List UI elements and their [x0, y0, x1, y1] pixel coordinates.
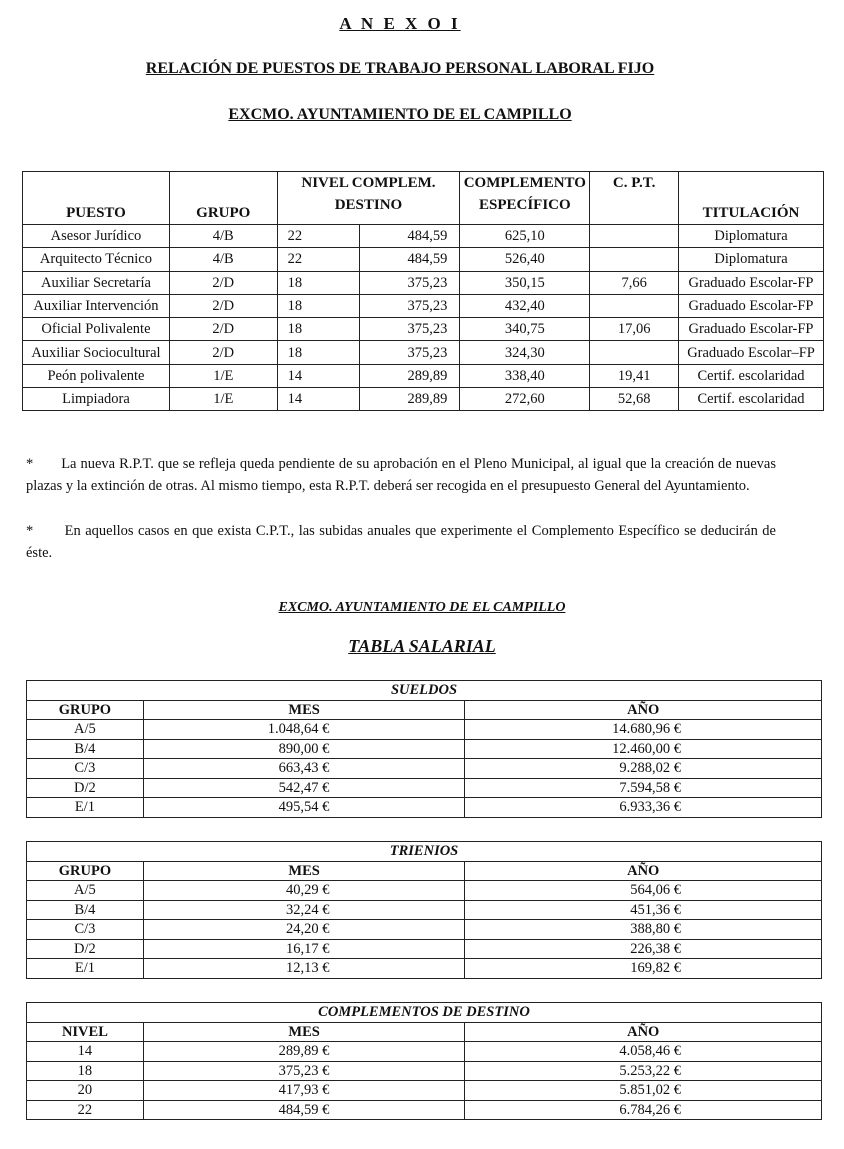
destino-cell: 375,23: [360, 318, 460, 341]
especifico-cell: 625,10: [460, 225, 590, 248]
complementos-row: [27, 1100, 822, 1120]
salary-organization: EXCMO. AYUNTAMIENTO DE EL CAMPILLO: [278, 600, 566, 615]
complementos-table: [26, 1002, 822, 1120]
trienios-header-grupo: GRUPO: [27, 861, 144, 881]
note-1: [26, 453, 776, 497]
cpt-cell: [590, 225, 679, 248]
destino-cell: 484,59: [360, 225, 460, 248]
sueldos-row: [27, 778, 822, 798]
nivel-cell: 18: [277, 341, 360, 364]
especifico-cell: 324,30: [460, 341, 590, 364]
sueldos-row: [27, 739, 822, 759]
mes-cell: 12,13 €: [143, 959, 465, 979]
header-comp-line1: COMPLEMENTO: [463, 175, 586, 191]
mes-cell: 542,47 €: [143, 778, 465, 798]
grupo-cell: 2/D: [169, 294, 277, 317]
trienios-row: [27, 881, 822, 901]
header-nivel-line1: NIVEL COMPLEM.: [301, 175, 436, 191]
trienios-header-ano: AÑO: [465, 861, 822, 881]
complementos-row: [27, 1081, 822, 1101]
mes-cell: 24,20 €: [143, 920, 465, 940]
sueldos-row: [27, 759, 822, 779]
ano-cell: 5.253,22 €: [465, 1061, 822, 1081]
cpt-cell: 7,66: [590, 271, 679, 294]
grupo-cell: 1/E: [169, 388, 277, 411]
mes-cell: 663,43 €: [143, 759, 465, 779]
titulacion-cell: Graduado Escolar-FP: [679, 318, 824, 341]
titulacion-cell: Diplomatura: [679, 248, 824, 271]
grupo-cell: 2/D: [169, 341, 277, 364]
titulacion-cell: Certif. escolaridad: [679, 364, 824, 387]
header-titulacion: TITULACIÓN: [679, 172, 824, 225]
titulacion-cell: Diplomatura: [679, 225, 824, 248]
grupo-cell: 1/E: [169, 364, 277, 387]
puesto-cell: Auxiliar Secretaría: [23, 271, 170, 294]
mes-cell: 375,23 €: [143, 1061, 465, 1081]
ano-cell: 564,06 €: [465, 881, 822, 901]
mes-cell: 16,17 €: [143, 939, 465, 959]
mes-cell: 495,54 €: [143, 798, 465, 818]
ano-cell: 5.851,02 €: [465, 1081, 822, 1101]
cpt-cell: 19,41: [590, 364, 679, 387]
header-grupo: GRUPO: [169, 172, 277, 225]
header-nivel: [277, 172, 460, 225]
puesto-cell: Oficial Polivalente: [23, 318, 170, 341]
sueldos-row: [27, 798, 822, 818]
cpt-cell: [590, 248, 679, 271]
grupo-cell: 2/D: [169, 271, 277, 294]
mes-cell: 417,93 €: [143, 1081, 465, 1101]
complementos-header-ano: AÑO: [465, 1022, 822, 1042]
note-2-bullet: *: [26, 523, 34, 539]
document-subtitle: RELACIÓN DE PUESTOS DE TRABAJO PERSONAL LABORAL FIJO: [145, 60, 655, 77]
ano-cell: 388,80 €: [465, 920, 822, 940]
especifico-cell: 338,40: [460, 364, 590, 387]
mes-cell: 32,24 €: [143, 900, 465, 920]
nivel-cell: 18: [27, 1061, 144, 1081]
nivel-cell: 14: [27, 1042, 144, 1062]
nivel-cell: 22: [27, 1100, 144, 1120]
organization-title: EXCMO. AYUNTAMIENTO DE EL CAMPILLO: [228, 106, 572, 123]
rpt-row: [23, 364, 824, 387]
destino-cell: 289,89: [360, 388, 460, 411]
puesto-cell: Auxiliar Intervención: [23, 294, 170, 317]
grupo-cell: D/2: [27, 939, 144, 959]
titulacion-cell: Graduado Escolar-FP: [679, 271, 824, 294]
rpt-header-row: [23, 172, 824, 225]
nivel-cell: 18: [277, 271, 360, 294]
trienios-row: [27, 959, 822, 979]
especifico-cell: 432,40: [460, 294, 590, 317]
mes-cell: 890,00 €: [143, 739, 465, 759]
sueldos-row: [27, 720, 822, 740]
complementos-header-nivel: NIVEL: [27, 1022, 144, 1042]
header-comp-line2: ESPECÍFICO: [478, 197, 571, 213]
note-1-text: La nueva R.P.T. que se refleja queda pendiente de su aprobación en el Pleno Municipal, al igual que la creación de nuevas plazas y la extinción de otras. Al mismo tiempo, esta R.P.T. deberá ser recogida en el presupuesto General del Ayuntamiento.: [26, 456, 777, 494]
salary-title: TABLA SALARIAL: [348, 636, 496, 656]
sueldos-header-grupo: GRUPO: [27, 700, 144, 720]
especifico-cell: 350,15: [460, 271, 590, 294]
rpt-row: [23, 341, 824, 364]
nivel-cell: 14: [277, 388, 360, 411]
ano-cell: 451,36 €: [465, 900, 822, 920]
sueldos-header-mes: MES: [143, 700, 465, 720]
titulacion-cell: Certif. escolaridad: [679, 388, 824, 411]
cpt-cell: 52,68: [590, 388, 679, 411]
trienios-row: [27, 920, 822, 940]
grupo-cell: A/5: [27, 720, 144, 740]
rpt-row: [23, 225, 824, 248]
nivel-cell: 20: [27, 1081, 144, 1101]
especifico-cell: 272,60: [460, 388, 590, 411]
cpt-cell: [590, 341, 679, 364]
destino-cell: 375,23: [360, 294, 460, 317]
ano-cell: 6.784,26 €: [465, 1100, 822, 1120]
grupo-cell: 4/B: [169, 225, 277, 248]
puesto-cell: Asesor Jurídico: [23, 225, 170, 248]
especifico-cell: 340,75: [460, 318, 590, 341]
titulacion-cell: Graduado Escolar–FP: [679, 341, 824, 364]
ano-cell: 169,82 €: [465, 959, 822, 979]
puesto-cell: Arquitecto Técnico: [23, 248, 170, 271]
puesto-cell: Peón polivalente: [23, 364, 170, 387]
puesto-cell: Auxiliar Sociocultural: [23, 341, 170, 364]
complementos-header-mes: MES: [143, 1022, 465, 1042]
trienios-table: [26, 841, 822, 979]
sueldos-header-ano: AÑO: [465, 700, 822, 720]
grupo-cell: E/1: [27, 959, 144, 979]
trienios-header-mes: MES: [143, 861, 465, 881]
destino-cell: 484,59: [360, 248, 460, 271]
ano-cell: 9.288,02 €: [465, 759, 822, 779]
grupo-cell: C/3: [27, 920, 144, 940]
grupo-cell: E/1: [27, 798, 144, 818]
grupo-cell: B/4: [27, 900, 144, 920]
puesto-cell: Limpiadora: [23, 388, 170, 411]
grupo-cell: D/2: [27, 778, 144, 798]
complementos-row: [27, 1061, 822, 1081]
mes-cell: 1.048,64 €: [143, 720, 465, 740]
ano-cell: 14.680,96 €: [465, 720, 822, 740]
nivel-cell: 22: [277, 225, 360, 248]
grupo-cell: A/5: [27, 881, 144, 901]
header-nivel-line2: DESTINO: [334, 197, 403, 213]
ano-cell: 4.058,46 €: [465, 1042, 822, 1062]
grupo-cell: 2/D: [169, 318, 277, 341]
grupo-cell: 4/B: [169, 248, 277, 271]
mes-cell: 289,89 €: [143, 1042, 465, 1062]
trienios-row: [27, 900, 822, 920]
rpt-row: [23, 271, 824, 294]
grupo-cell: B/4: [27, 739, 144, 759]
rpt-row: [23, 294, 824, 317]
page-title: A N E X O I: [339, 14, 461, 33]
note-1-bullet: *: [26, 456, 34, 472]
cpt-cell: [590, 294, 679, 317]
destino-cell: 289,89: [360, 364, 460, 387]
sueldos-caption: SUELDOS: [27, 681, 822, 701]
trienios-row: [27, 939, 822, 959]
nivel-cell: 18: [277, 294, 360, 317]
sueldos-table: [26, 680, 822, 818]
nivel-cell: 18: [277, 318, 360, 341]
rpt-row: [23, 248, 824, 271]
ano-cell: 12.460,00 €: [465, 739, 822, 759]
titulacion-cell: Graduado Escolar-FP: [679, 294, 824, 317]
cpt-cell: 17,06: [590, 318, 679, 341]
ano-cell: 6.933,36 €: [465, 798, 822, 818]
nivel-cell: 14: [277, 364, 360, 387]
complementos-row: [27, 1042, 822, 1062]
grupo-cell: C/3: [27, 759, 144, 779]
ano-cell: 226,38 €: [465, 939, 822, 959]
rpt-row: [23, 388, 824, 411]
especifico-cell: 526,40: [460, 248, 590, 271]
note-2: [26, 520, 776, 564]
header-cpt: C. P.T.: [590, 172, 679, 225]
nivel-cell: 22: [277, 248, 360, 271]
trienios-caption: TRIENIOS: [27, 842, 822, 862]
destino-cell: 375,23: [360, 341, 460, 364]
rpt-row: [23, 318, 824, 341]
ano-cell: 7.594,58 €: [465, 778, 822, 798]
mes-cell: 484,59 €: [143, 1100, 465, 1120]
note-2-text: En aquellos casos en que exista C.P.T., las subidas anuales que experimente el Complemento Específico se deducirán de éste.: [26, 523, 776, 561]
header-puesto: PUESTO: [23, 172, 170, 225]
mes-cell: 40,29 €: [143, 881, 465, 901]
destino-cell: 375,23: [360, 271, 460, 294]
complementos-caption: COMPLEMENTOS DE DESTINO: [27, 1003, 822, 1023]
rpt-table: [22, 171, 824, 411]
header-complemento: [460, 172, 590, 225]
